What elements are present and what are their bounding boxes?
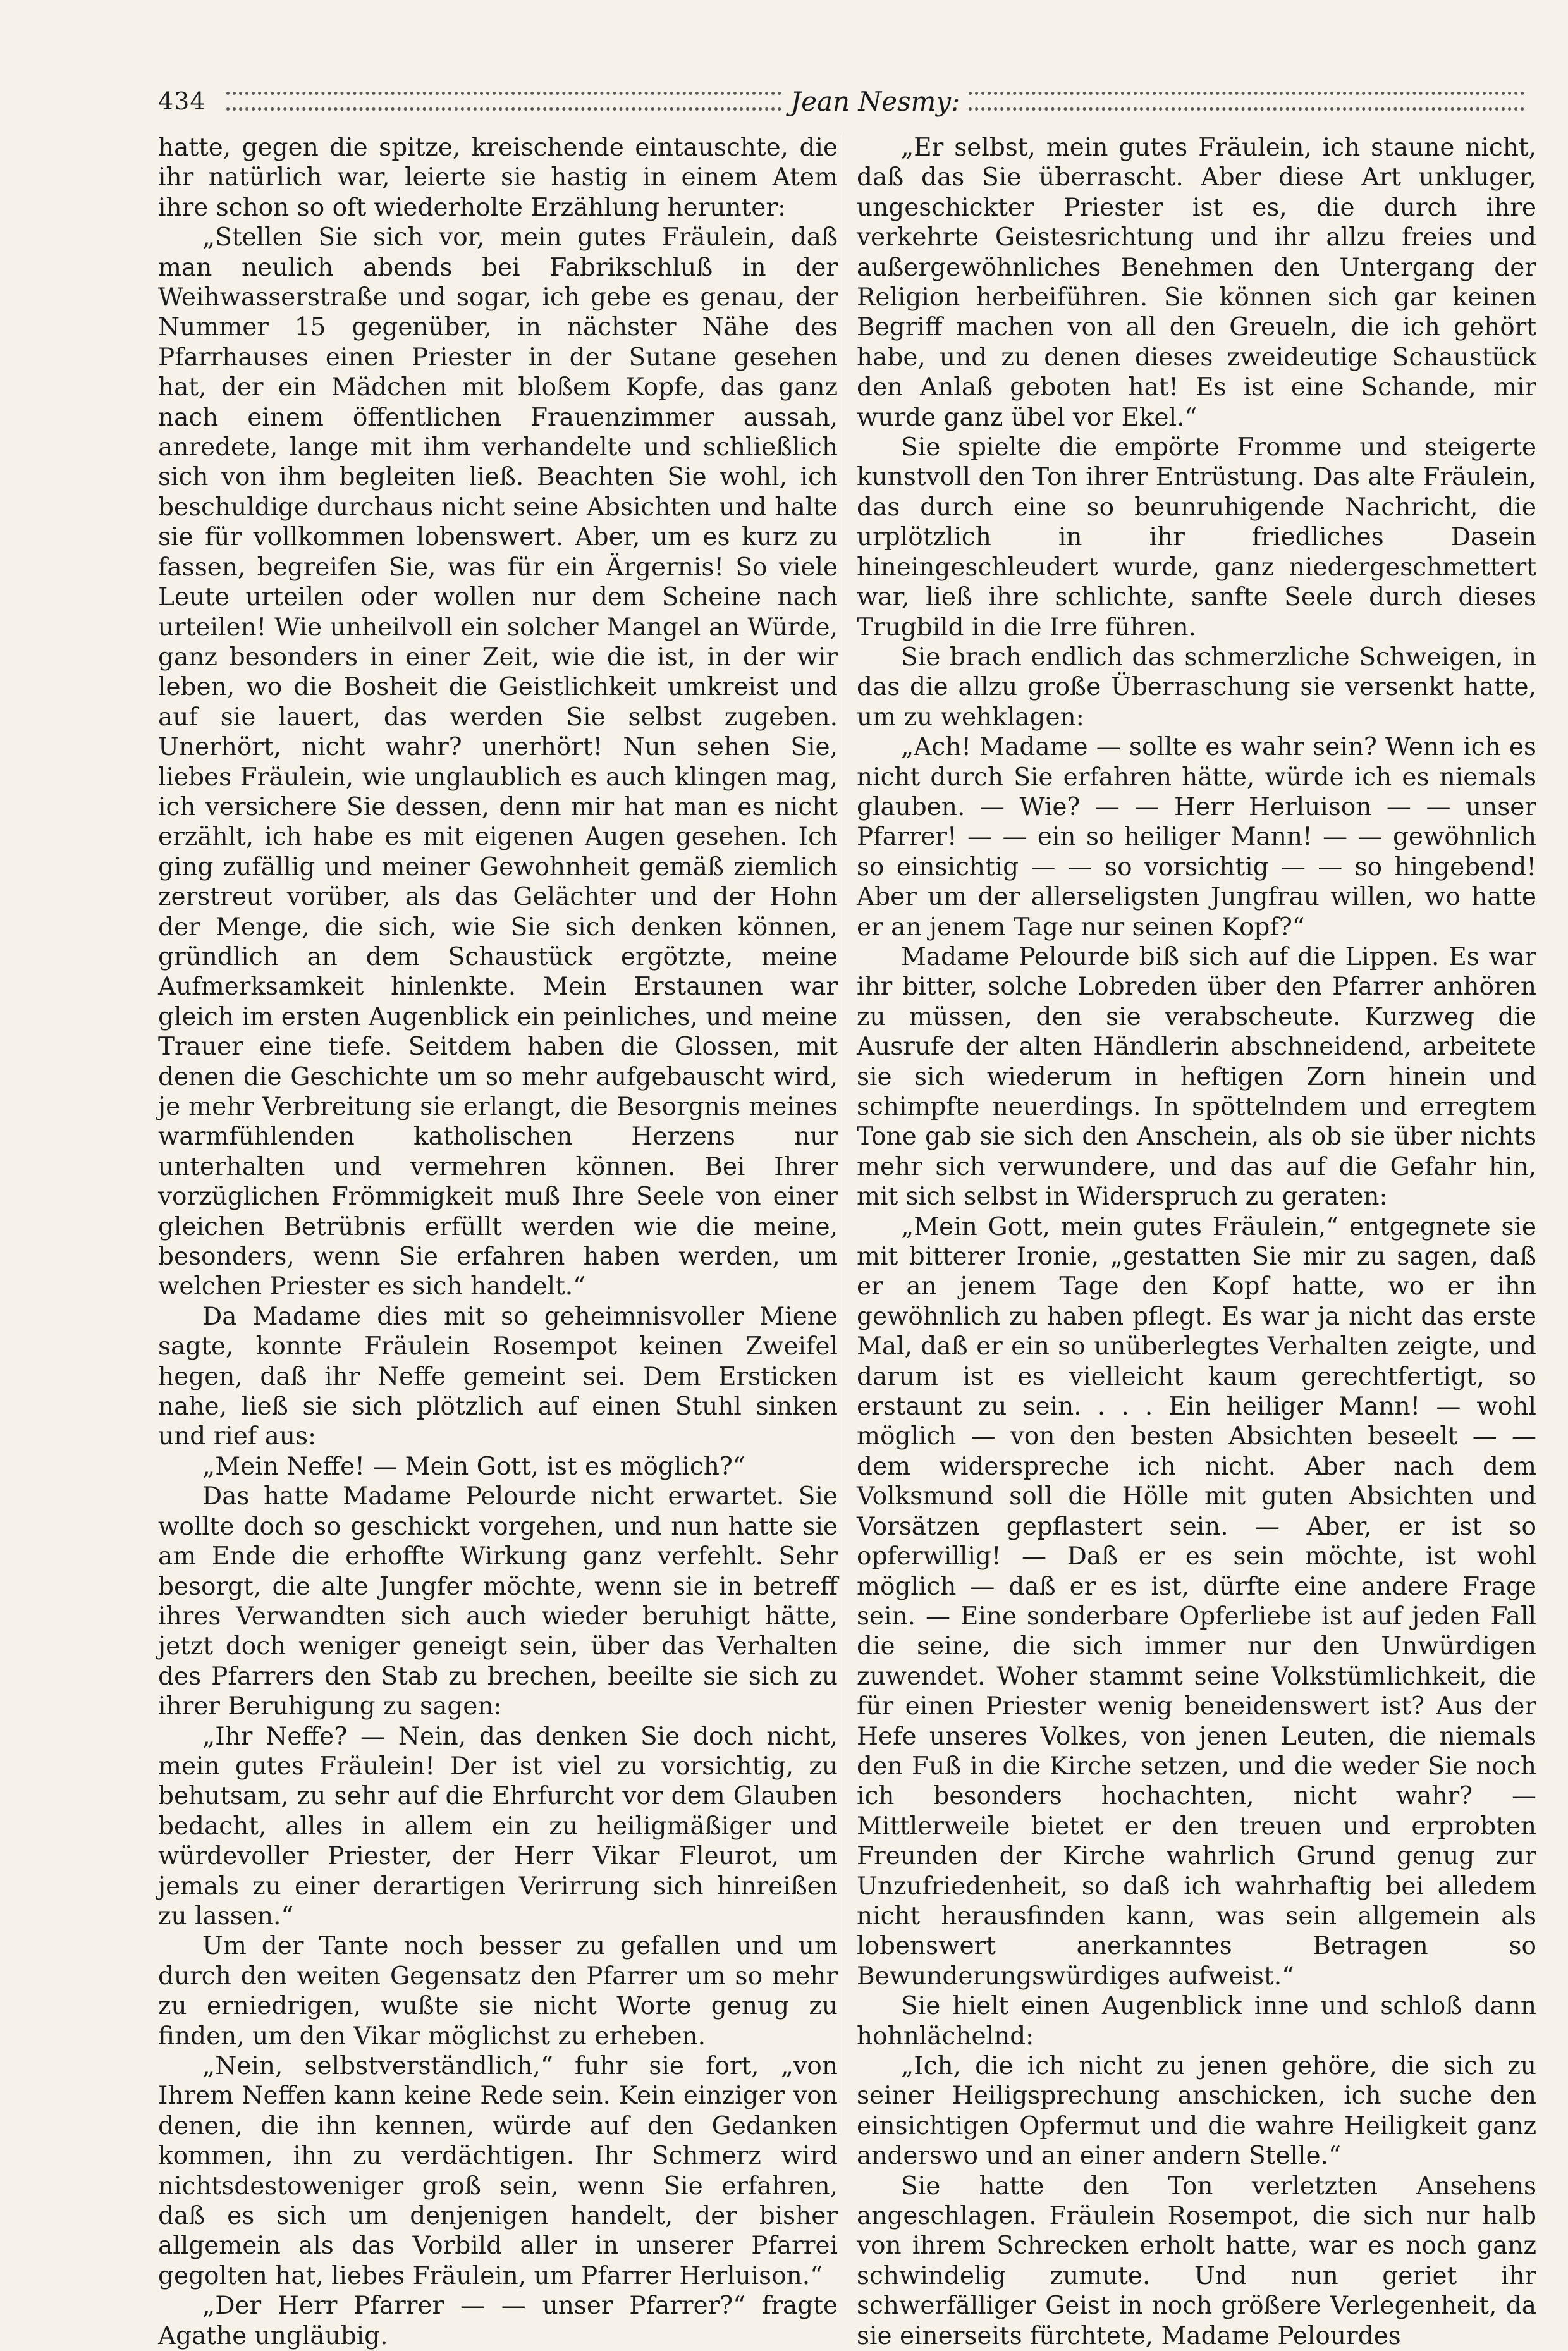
paragraph: „Ich, die ich nicht zu jenen gehöre, die sich zu seiner Heiligsprechung anschicken, ich suche den einsichtigen Opfermut und die wahre Heiligkeit ganz anderswo und an einer andern Stelle.“ xyxy=(857,2052,1536,2171)
header-ornament-right xyxy=(969,92,1524,111)
paragraph: „Mein Gott, mein gutes Fräulein,“ entgegnete sie mit bitterer Ironie, „gestatten Sie mir zu sagen, daß er an jenem Tage den Kopf hatte, wo er ihn gewöhnlich zu haben pflegt. Es war ja nicht das erste Mal, daß er ein so unüberlegtes Verhalten zeigte, und darum ist es vielleicht kaum gerechtfertigt, so erstaunt zu sein. . . . Ein heiliger Mann! — wohl möglich — von den besten Absichten beseelt — — dem widerspreche ich nicht. Aber nach dem Volksmund soll die Hölle mit guten Absichten und Vorsätzen gepflastert sein. — Aber, er ist so opferwillig! — Daß er es sein möchte, ist wohl möglich — daß er es ist, dürfte eine andere Frage sein. — Eine sonderbare Opferliebe ist auf jeden Fall die seine, die sich immer nur den Unwürdigen zuwendet. Woher stammt seine Volkstümlichkeit, die für einen Priester wenig beneidenswert ist? Aus der Hefe unseres Volkes, von jenen Leuten, die niemals den Fuß in die Kirche setzen, und die weder Sie noch ich besonders hochachten, nicht wahr? — Mittlerweile bietet er den treuen und erprobten Freunden der Kirche wahrlich Grund genug zur Unzufriedenheit, so daß ich wahrhaftig bei alledem nicht herausfinden kann, was sein allgemein als lobenswert anerkanntes Betragen so Bewunderungswürdiges aufweist.“ xyxy=(857,1212,1536,1991)
paragraph: Madame Pelourde biß sich auf die Lippen. Es war ihr bitter, solche Lobreden über den Pfarrer anhören zu müssen, den sie verabscheute. Kurzweg die Ausrufe der alten Händlerin abschneidend, arbeitete sie sich wiederum in heftigen Zorn hinein und schimpfte neuerdings. In spöttelndem und erregtem Tone gab sie sich den Anschein, als ob sie über nichts mehr sich verwundere, und das auf die Gefahr hin, mit sich selbst in Widerspruch zu geraten: xyxy=(857,942,1536,1212)
paragraph: „Der Herr Pfarrer — — unser Pfarrer?“ fragte Agathe ungläubig. xyxy=(158,2292,838,2350)
page-number: 434 xyxy=(158,87,206,115)
paragraph: Sie spielte die empörte Fromme und steigerte kunstvoll den Ton ihrer Entrüstung. Das alte Fräulein, das durch eine so beunruhigende Nachricht, die urplötzlich in ihr friedliches Dasein hineingeschleudert wurde, ganz niedergeschmettert war, ließ ihre schlichte, sanfte Seele durch dieses Trugbild in die Irre führen. xyxy=(857,433,1536,642)
page-header xyxy=(158,79,1533,123)
paragraph: „Mein Neffe! — Mein Gott, ist es möglich?“ xyxy=(202,1452,745,1481)
paragraph: Um der Tante noch besser zu gefallen und um durch den weiten Gegensatz den Pfarrer um so mehr zu erniedrigen, wußte sie nicht Worte genug zu finden, um den Vikar möglichst zu erheben. xyxy=(158,1932,838,2051)
paragraph: „Er selbst, mein gutes Fräulein, ich staune nicht, daß das Sie überrascht. Aber diese Art unkluger, ungeschickter Priester ist es, die durch ihre verkehrte Geistesrichtung und ihr allzu freies und außergewöhnliches Benehmen den Untergang der Religion herbeiführen. Sie können sich gar keinen Begriff machen von all den Greueln, die ich gehört habe, und zu denen dieses zweideutige Schaustück den Anlaß geboten hat! Es ist eine Schande, mir wurde ganz übel vor Ekel.“ xyxy=(857,133,1536,432)
text-column-left xyxy=(158,133,838,2350)
paragraph: „Ach! Madame — sollte es wahr sein? Wenn ich es nicht durch Sie erfahren hätte, würde ich es niemals glauben. — Wie? — — Herr Herluison — — unser Pfarrer! — — ein so heiliger Mann! — — gewöhnlich so einsichtig — — so vorsichtig — — so hingebend! Aber um der allerseligsten Jungfrau willen, wo hatte er an jenem Tage nur seinen Kopf?“ xyxy=(857,733,1536,942)
text-column-right xyxy=(857,133,1536,2350)
paragraph: Da Madame dies mit so geheimnisvoller Miene sagte, konnte Fräulein Rosempot keinen Zweifel hegen, daß ihr Neffe gemeint sei. Dem Ersticken nahe, ließ sie sich plötzlich auf einen Stuhl sinken und rief aus: xyxy=(158,1302,838,1451)
paragraph: Sie hielt einen Augenblick inne und schloß dann hohnlächelnd: xyxy=(857,1992,1536,2051)
paragraph: „Nein, selbstverständlich,“ fuhr sie fort, „von Ihrem Neffen kann keine Rede sein. Kein einziger von denen, die ihn kennen, würde auf den Gedanken kommen, ihn zu verdächtigen. Ihr Schmerz wird nichtsdestoweniger groß sein, wenn Sie erfahren, daß es sich um denjenigen handelt, der bisher allgemein als das Vorbild aller in unserer Pfarrei gegolten hat, liebes Fräulein, um Pfarrer Herluison.“ xyxy=(158,2052,838,2290)
paragraph: Sie hatte den Ton verletzten Ansehens angeschlagen. Fräulein Rosempot, die sich nur halb von ihrem Schrecken erholt hatte, war es noch ganz schwindelig zumute. Und nun geriet ihr schwerfälliger Geist in noch größere Verlegenheit, da sie einerseits fürchtete, Madame Pelourdes xyxy=(857,2171,1536,2350)
running-title: Jean Nesmy: xyxy=(790,85,960,117)
paragraph: Das hatte Madame Pelourde nicht erwartet. Sie wollte doch so geschickt vorgehen, und nun hatte sie am Ende die erhoffte Wirkung ganz verfehlt. Sehr besorgt, die alte Jungfer möchte, wenn sie in betreff ihres Verwandten sich auch wieder beruhigt hätte, jetzt doch weniger geneigt sein, über das Verhalten des Pfarrers den Stab zu brechen, beeilte sie sich zu ihrer Beruhigung zu sagen: xyxy=(158,1482,838,1721)
paragraph: hatte, gegen die spitze, kreischende eintauschte, die ihr natürlich war, leierte sie hastig in einem Atem ihre schon so oft wiederholte Erzählung herunter: xyxy=(158,133,838,222)
paragraph: Sie brach endlich das schmerzliche Schweigen, in das die allzu große Überraschung sie versenkt hatte, um zu wehklagen: xyxy=(857,642,1536,732)
paragraph: „Ihr Neffe? — Nein, das denken Sie doch nicht, mein gutes Fräulein! Der ist viel zu vorsichtig, zu behutsam, zu sehr auf die Ehrfurcht vor dem Glauben bedacht, alles in allem ein zu heiligmäßiger und würdevoller Priester, der Herr Vikar Fleurot, um jemals zu einer derartigen Verirrung sich hinreißen zu lassen.“ xyxy=(158,1722,838,1931)
paragraph: „Stellen Sie sich vor, mein gutes Fräulein, daß man neulich abends bei Fabrikschluß in der Weihwasserstraße und sogar, ich gebe es genau, der Nummer 15 gegenüber, in nächster Nähe des Pfarrhauses einen Priester in der Sutane gesehen hat, der ein Mädchen mit bloßem Kopfe, das ganz nach einem öffentlichen Frauenzimmer aussah, anredete, lange mit ihm verhandelte und schließlich sich von ihm begleiten ließ. Beachten Sie wohl, ich beschuldige durchaus nicht seine Absichten und halte sie für vollkommen lobenswert. Aber, um es kurz zu fassen, begreifen Sie, was für ein Ärgernis! So viele Leute urteilen oder wollen nur dem Scheine nach urteilen! Wie unheilvoll ein solcher Mangel an Würde, ganz besonders in einer Zeit, wie die ist, in der wir leben, wo die Bosheit die Geistlichkeit umkreist und auf sie lauert, das werden Sie selbst zugeben. Unerhört, nicht wahr? unerhört! Nun sehen Sie, liebes Fräulein, wie unglaublich es auch klingen mag, ich versichere Sie dessen, denn mir hat man es nicht erzählt, ich habe es mit eigenen Augen gesehen. Ich ging zufällig und meiner Gewohnheit gemäß ziemlich zerstreut vorüber, als das Gelächter und der Hohn der Menge, die sich, wie Sie sich denken können, gründlich an dem Schaustück ergötzte, meine Aufmerksamkeit hinlenkte. Mein Erstaunen war gleich im ersten Augenblick ein peinliches, und meine Trauer eine tiefe. Seitdem haben die Glossen, mit denen die Geschichte um so mehr aufgebauscht wird, je mehr Verbreitung sie erlangt, die Besorgnis meines warmfühlenden katholischen Herzens nur unterhalten und vermehren können. Bei Ihrer vorzüglichen Frömmigkeit muß Ihre Seele von einer gleichen Betrübnis erfüllt werden wie die meine, besonders, wenn Sie erfahren haben werden, um welchen Priester es sich handelt.“ xyxy=(158,223,838,1301)
header-ornament-left xyxy=(226,92,782,111)
